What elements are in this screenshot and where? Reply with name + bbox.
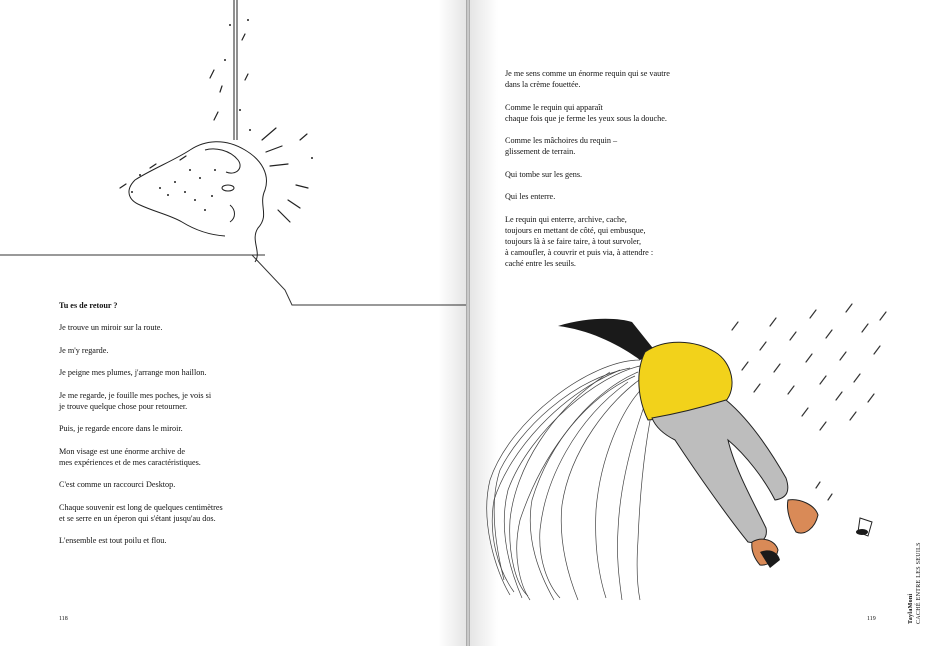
text-line: Chaque souvenir est long de quelques centimètres (59, 502, 223, 512)
right-page-shadow (470, 0, 498, 646)
text-line: Comme les mâchoires du requin – (505, 136, 618, 146)
text-line: Le requin qui enterre, archive, cache, (505, 214, 627, 224)
left-page (0, 0, 466, 646)
paragraph-spacer (59, 334, 223, 345)
paragraph (59, 300, 223, 311)
text-line: C'est comme un raccourci Desktop. (59, 480, 176, 490)
credit-title: CACHÉ ENTRE LES SEUILS (916, 542, 922, 624)
paragraph-spacer (59, 524, 223, 535)
text-line: mes expériences et de mes caractéristiques. (59, 457, 201, 467)
text-line: Qui les enterre. (505, 192, 556, 202)
paragraph-spacer (59, 356, 223, 367)
text-line: toujours en mettant de côté, qui embusque, (505, 225, 646, 235)
text-line: je trouve quelque chose pour retourner. (59, 401, 188, 411)
text-line: Puis, je regarde encore dans le miroir. (59, 424, 183, 434)
text-line: Je me sens comme un énorme requin qui se vautre (505, 69, 670, 78)
right-page (470, 0, 935, 646)
paragraph-spacer (59, 412, 223, 423)
paragraph-spacer (59, 311, 223, 322)
paragraph (59, 423, 223, 434)
paragraph (59, 367, 223, 378)
paragraph-spacer (59, 434, 223, 445)
paragraph (59, 535, 223, 546)
text-line: Je peigne mes plumes, j'arrange mon haillon. (59, 368, 207, 378)
paragraph (59, 390, 223, 412)
paragraph (59, 345, 223, 356)
text-line: Qui tombe sur les gens. (505, 169, 583, 179)
page-number-left: 118 (59, 616, 68, 622)
text-line: toujours là à se faire taire, à tout survoler, (505, 236, 642, 246)
paragraph (59, 446, 223, 468)
text-line: Tu es de retour ? (59, 301, 118, 310)
left-text-block (59, 300, 223, 546)
page-number-right: 119 (867, 616, 876, 622)
text-line: Je trouve un miroir sur la route. (59, 323, 163, 333)
text-line: Je m'y regarde. (59, 345, 109, 355)
paragraph-spacer (59, 468, 223, 479)
vertical-credit (906, 542, 935, 626)
falling-figure-illustration (470, 0, 935, 646)
text-line: glissement de terrain. (505, 147, 576, 157)
left-page-shadow (438, 0, 466, 646)
text-line: à camoufler, à couvrir et puis via, à attendre : (505, 248, 654, 258)
paragraph (59, 322, 223, 333)
text-line: caché entre les seuils. (505, 259, 576, 269)
text-line: L'ensemble est tout poilu et flou. (59, 536, 167, 546)
paragraph-spacer (59, 490, 223, 501)
text-line: Comme le requin qui apparaît (505, 102, 603, 112)
text-line: chaque fois que je ferme les yeux sous la douche. (505, 113, 667, 123)
credit-author: TaylaMoni (908, 593, 914, 624)
text-line: dans la crème fouettée. (505, 80, 581, 90)
text-line: et se serre en un éperon qui s'étant jusqu'au dos. (59, 513, 216, 523)
paragraph (59, 502, 223, 524)
text-line: Mon visage est une énorme archive de (59, 446, 185, 456)
text-line: Je me regarde, je fouille mes poches, je vois si (59, 390, 212, 400)
paragraph-spacer (59, 378, 223, 389)
paragraph (59, 479, 223, 490)
